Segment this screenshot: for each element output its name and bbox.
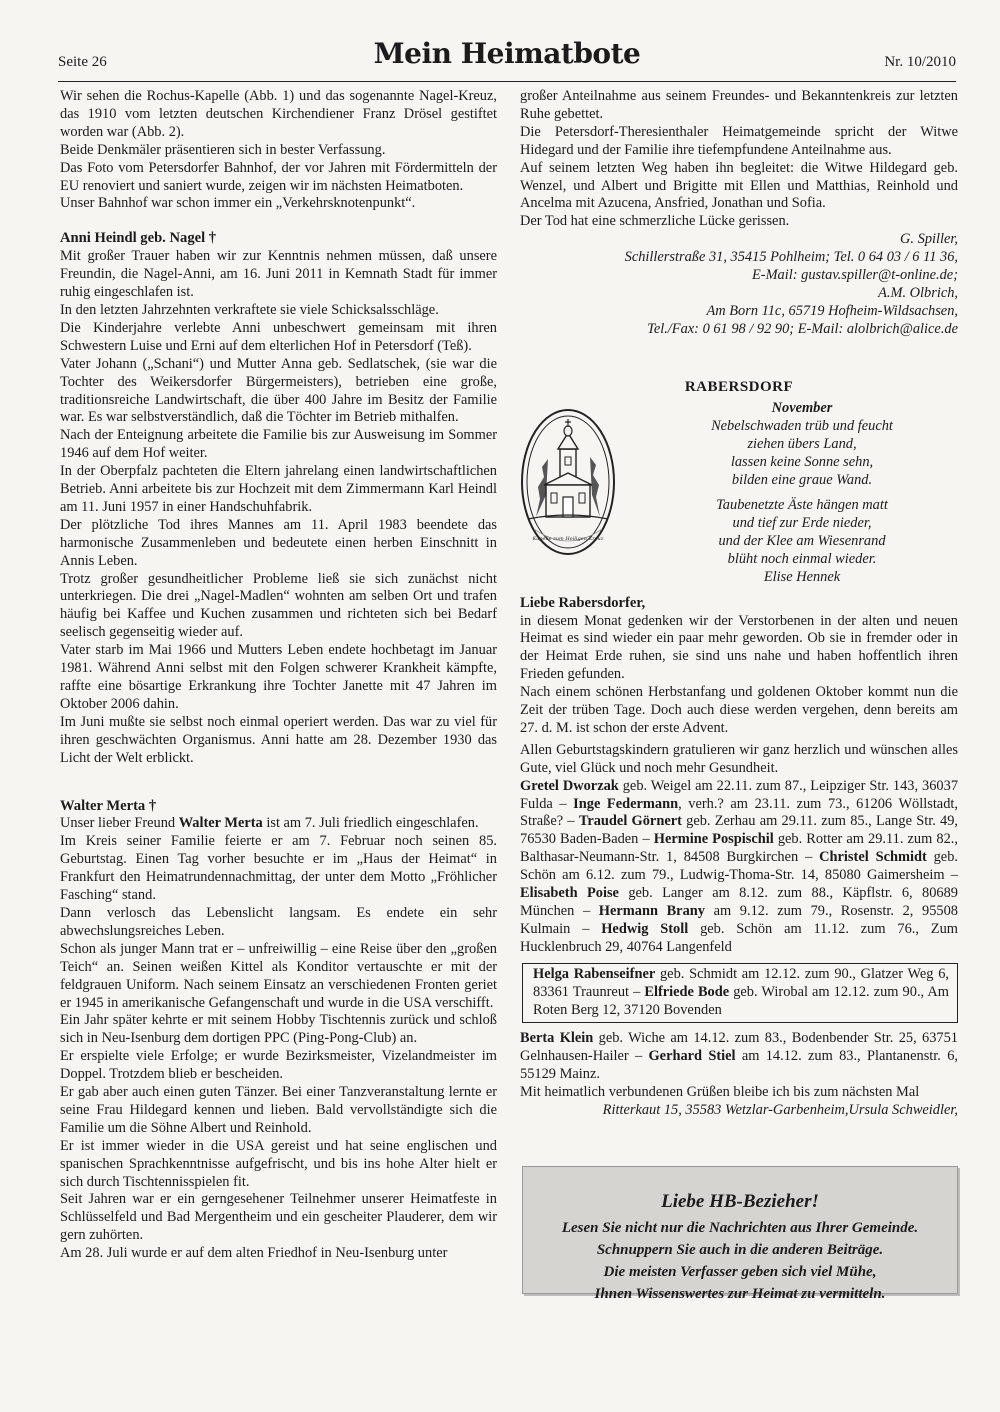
person-name: Hedwig Stoll	[601, 920, 689, 937]
merta-paragraph: Er erspielte viele Erfolge; er wurde Bezirksmeister, Vizelandmeister im Doppel. Trotzdem blieb er bescheiden.	[60, 1048, 497, 1083]
closing-address: Ritterkaut 15, 35583 Wetzlar-Garbenheim,	[602, 1102, 849, 1119]
heindl-paragraph: Vater starb im Mai 1966 und Mutters Leben endete hochbetagt im Januar 1981. Während Anni selbst mit den Folgen schwerer Krankheit kämpfte, raffte eine bösartige Erkrankung ihre Tochter Janette mit 47 Jahren im Oktober 2006 dahin.	[60, 642, 497, 712]
text-run: geb. Wiche am 14.12. zum 83., Bodenbender Str. 25, 63751 Gelnhausen-Hailer –	[520, 1030, 958, 1065]
heindl-paragraph: Die Kinderjahre verlebte Anni unbeschwert gemeinsam mit ihren Schwestern Luise und Erni auf dem elterlichen Hof in Petersdorf (Teß).	[60, 319, 497, 354]
merta-continued: Die Petersdorf-Theresienthaler Heimatgemeinde spricht der Witwe Hidegard und der Familie ihre tiefempfundene Anteilnahme aus.	[520, 123, 958, 158]
text-run: geb. Weigel am 22.11. zum 87., Leipziger Str. 143, 36037 Fulda –	[520, 777, 959, 812]
poem-line: Taubenetzte Äste hängen matt	[716, 496, 888, 513]
rabersdorf-paragraph: in diesem Monat gedenken wir der Verstorbenen in der alten und neuen Heimat es sind wieder ein paar mehr geworden. Ob sie in fremder oder in der Heimat Erde ruhen, sie sind uns nahe und haben hoffentlich ihren Frieden gefunden.	[520, 612, 958, 683]
poem-line: Nebelschwaden trüb und feucht	[711, 417, 893, 434]
page-header	[58, 36, 956, 76]
heindl-paragraph: Der plötzliche Tod ihres Mannes am 11. April 1983 beendete das harmonische Zusammenleben und bedeutete einen herben Einschnitt in Annis Leben.	[60, 516, 497, 569]
person-name: Christel Schmidt	[819, 849, 927, 866]
intro-paragraph: Beide Denkmäler präsentieren sich in bester Verfassung.	[60, 141, 386, 158]
birthday-intro: Allen Geburtstagskindern gratulieren wir ganz herzlich und wünschen alles Gute, viel Glück und noch mehr Gesundheit.	[520, 741, 958, 776]
merta-paragraph: Seit Jahren war er ein gerngesehener Teilnehmer unserer Heimatfeste in Schlüsselfeld und Bad Mergentheim und ein gescheiter Plauderer, dem wir gern zuhörten.	[60, 1191, 497, 1244]
greeting: Liebe Rabersdorfer,	[520, 594, 646, 611]
hb-notice-box	[522, 1166, 958, 1302]
merta-paragraph: Er gab aber auch einen guten Tänzer. Bei einer Tanzveranstaltung lernte er seine Frau Hildegard kennen und lieben. Bald vervollständigte sich die Familie um die Söhne Albert und Reinhold.	[60, 1084, 497, 1136]
poem-line: und der Klee am Wiesenrand	[718, 532, 886, 549]
person-name: Berta Klein	[520, 1030, 594, 1047]
person-name: Elisabeth Poise	[520, 885, 619, 902]
text-run: geb. Schön am 6.12. zum 79., Ludwig-Thoma-Str. 14, 85080 Gaimersheim –	[520, 849, 958, 884]
intro-paragraph: Unser Bahnhof war schon immer ein „Verkehrsknotenpunkt“.	[60, 195, 416, 212]
text-run: ist am 7. Juli friedlich eingeschlafen.	[262, 815, 479, 832]
issue-number: Nr. 10/2010	[884, 54, 956, 70]
birthday-box-90	[522, 963, 958, 1024]
left-column	[60, 88, 497, 1263]
person-name: Inge Federmann	[573, 795, 679, 812]
birthday-list	[533, 966, 949, 1020]
merta-heading: Walter Merta †	[60, 797, 157, 814]
signature-line: Tel./Fax: 0 61 98 / 92 90; E-Mail: alolbrich@alice.de	[647, 320, 958, 337]
hb-notice-line: Die meisten Verfasser geben sich viel Mühe,	[603, 1263, 877, 1280]
page-number: Seite 26	[58, 54, 107, 70]
person-name: Hermine Pospischil	[653, 831, 774, 848]
poem-block	[520, 399, 958, 595]
hb-notice-title: Liebe HB-Bezieher!	[661, 1190, 819, 1212]
merta-paragraph: Schon als junger Mann trat er – unfreiwillig – eine Reise über den „großen Teich“ an. Seinen weißen Kittel als Konditor vertauschte er mit der feldgrauen Uniform. Nach seinem Einsatz an verschiedenen Fronten geriet er 1945 in amerikanische Gefangenschaft und wurde in die USA verschifft.	[60, 940, 497, 1011]
closing-signature: Ursula Schweidler,	[848, 1102, 958, 1119]
person-name: Hermann Brany	[598, 903, 705, 919]
author-signature	[520, 231, 958, 338]
poem-author: Elise Hennek	[763, 568, 841, 585]
heindl-paragraph: Vater Johann („Schani“) und Mutter Anna geb. Sedlatschek, (sie war die Tochter des Weikersdorfer Bürgermeisters), betrieben eine große, traditionsreiche Landwirtschaft, die über 400 Jahre im Besitz der Familie war. Es war selbstverständlich, daß die Töchter im Betrieb mithalfen.	[60, 355, 497, 426]
text-run: Unser lieber Freund	[60, 815, 179, 832]
masthead-logo: Mein Heimatbote	[373, 37, 641, 70]
header-rule	[58, 81, 956, 82]
merta-paragraph: Am 28. Juli wurde er auf dem alten Friedhof in Neu-Isenburg unter	[60, 1245, 448, 1262]
signature-line: G. Spiller,	[900, 231, 958, 248]
text-run: geb. Wirobal am 12.12. zum 90., Am Roten Berg 12, 37120 Bovenden	[533, 983, 949, 1018]
text-run: geb. Rotter am 29.11. zum 82., Balthasar-Neumann-Str. 1, 84508 Burgkirchen –	[520, 831, 958, 866]
merta-paragraph: Er ist immer wieder in die USA gereist und hat seine englischen und spanischen Sprachkenntnisse aufgefrischt, und bis ins hohe Alter hielt er sich durch Tischtennisspielen fit.	[60, 1137, 497, 1190]
merta-continued: Der Tod hat eine schmerzliche Lücke gerissen.	[520, 213, 790, 230]
signature-line: Am Born 11c, 65719 Hofheim-Wildsachsen,	[706, 302, 958, 319]
poem-title: November	[771, 399, 833, 416]
heindl-paragraph: Trotz großer gesundheitlicher Probleme ließ sie sich zunächst nicht unterkriegen. Die drei „Nagel-Madlen“ wohnten am selben Ort und trafen häufig bei Kaffee und Kuchen zusammen und richteten sich bei Bedarf seelisch gegenseitig wieder auf.	[60, 570, 497, 641]
text-run: geb. Schön am 11.12. zum 76., Zum Hucklenbruch 29, 40764 Langenfeld	[520, 920, 958, 955]
heindl-paragraph: In den letzten Jahrzehnten verkraftete sie viele Schicksalsschläge.	[60, 301, 439, 318]
merta-paragraph: Dann verlosch das Lebenslicht langsam. Es endete ein sehr abwechslungsreiches Leben.	[60, 904, 497, 939]
heindl-paragraph: In der Oberpfalz pachteten die Eltern jahrelang einen landwirtschaftlichen Betrieb. Anni arbeitete bis zur Hochzeit mit dem Zimmermann Karl Heindl am 11. Juni 1957 in einer Handschuhfabrik.	[60, 463, 497, 515]
right-column	[520, 88, 959, 1302]
poem-line: und tief zur Erde nieder,	[732, 514, 872, 531]
merta-continued: großer Anteilnahme aus seinem Freundes- und Bekanntenkreis zur letzten Ruhe gebettet.	[520, 88, 958, 122]
heindl-paragraph: Im Juni mußte sie selbst noch einmal operiert werden. Das war zu viel für ihren geschwächten Organismus. Anni hatte am 28. Dezember 1930 das Licht der Welt erblickt.	[60, 713, 497, 766]
person-name: Gretel Dworzak	[520, 777, 619, 794]
poem-line: lassen keine Sonne sehn,	[730, 453, 874, 470]
rabersdorf-heading: RABERSDORF	[684, 378, 794, 395]
text-run: geb. Langer am 8.12. zum 88., Käpflstr. 6, 80689 München –	[520, 885, 958, 919]
merta-continued: Auf seinem letzten Weg haben ihn begleitet: die Witwe Hildegard geb. Wenzel, und Albert und Brigitte mit Ellen und Matthias, Reinhold und Ancelma mit Azucena, Ansfried, Jonathan und Sofia.	[520, 159, 958, 212]
text-run: am 14.12. zum 83., Plantanenstr. 6, 55129 Mainz.	[520, 1048, 958, 1083]
heindl-paragraph: Mit großer Trauer haben wir zur Kenntnis nehmen müssen, daß unsere Freundin, die Nagel-Anni, am 16. Juni 2011 in Kemnath Stadt für immer ruhig eingeschlafen ist.	[60, 248, 497, 301]
emblem-caption: Kapelle zum Heiligen Kreuz	[532, 535, 604, 542]
signature-line: A.M. Olbrich,	[878, 284, 958, 301]
hb-notice-line: Ihnen Wissenswertes zur Heimat zu vermitteln.	[594, 1285, 886, 1302]
merta-paragraph	[60, 815, 497, 833]
merta-paragraph: Im Kreis seiner Familie feierte er am 7. Februar noch seinen 85. Geburtstag. Einen Tag vorher besuchte er im „Haus der Heimat“ in Frankfurt den Heimatrundennachmittag, der unter dem Motto „Fröhlicher Fasching“ stand.	[60, 833, 497, 904]
text-run: Mit heimatlich verbundenen Grüßen bleibe ich bis zum nächsten Mal	[520, 1084, 920, 1101]
chapel-emblem-icon	[520, 407, 616, 557]
person-name: Gerhard Stiel	[648, 1048, 736, 1065]
rabersdorf-paragraph: Nach einem schönen Herbstanfang und goldenen Oktober kommt nun die Zeit der trüben Tage. Doch auch diese werden vergehen, denn bereits am 27. d. M. ist schon der erste Advent.	[520, 684, 958, 736]
birthday-list	[520, 1030, 958, 1084]
intro-paragraph: Das Foto vom Petersdorfer Bahnhof, der vor Jahren mit Fördermitteln der EU renoviert und saniert wurde, zeigen wir im nächsten Heimatboten.	[60, 159, 497, 194]
poem-line: blüht noch einmal wieder.	[727, 550, 877, 567]
signature-line: Schillerstraße 31, 35415 Pohlheim; Tel. 0 64 03 / 6 11 36,	[624, 249, 958, 266]
person-name: Elfriede Bode	[644, 983, 730, 1000]
text-run: geb. Zerhau am 29.11. zum 85., Lange Str. 49, 76530 Baden-Baden –	[520, 813, 959, 848]
person-name: Traudel Görnert	[578, 813, 682, 830]
text-run: geb. Schmidt am 12.12. zum 90., Glatzer Weg 6, 83361 Traunreut –	[533, 965, 949, 1000]
signature-line: E-Mail: gustav.spiller@t-online.de;	[751, 267, 958, 284]
text-run: am 9.12. zum 79., Rosenstr. 2, 95508 Kulmain –	[520, 903, 958, 937]
intro-paragraph: Wir sehen die Rochus-Kapelle (Abb. 1) und das sogenannte Nagel-Kreuz, das 1910 vom letzten deutschen Kirchendiener Franz Drösel gestiftet worden war (Abb. 2).	[60, 88, 497, 140]
hb-notice-line: Schnuppern Sie auch in die anderen Beiträge.	[596, 1241, 884, 1258]
birthday-list	[520, 778, 958, 957]
november-poem	[680, 399, 924, 586]
poem-line: ziehen übers Land,	[747, 435, 857, 452]
poem-line: bilden eine graue Wand.	[731, 471, 873, 488]
heindl-paragraph: Nach der Enteignung arbeitete die Familie bis zur Ausweisung im Sommer 1946 auf dem Hof weiter.	[60, 427, 497, 462]
person-name: Walter Merta	[178, 815, 263, 832]
person-name: Helga Rabenseifner	[533, 965, 656, 982]
text-run: , verh.? am 23.11. zum 73., 61206 Wöllstadt, Straße? –	[520, 795, 958, 830]
merta-paragraph: Ein Jahr später kehrte er mit seinem Hobby Tischtennis zurück und schloß sich in Neu-Isenburg dem dortigen PPC (Ping-Pong-Club) an.	[60, 1012, 497, 1047]
heindl-heading: Anni Heindl geb. Nagel †	[60, 230, 217, 247]
hb-notice-line: Lesen Sie nicht nur die Nachrichten aus Ihrer Gemeinde.	[561, 1219, 919, 1236]
